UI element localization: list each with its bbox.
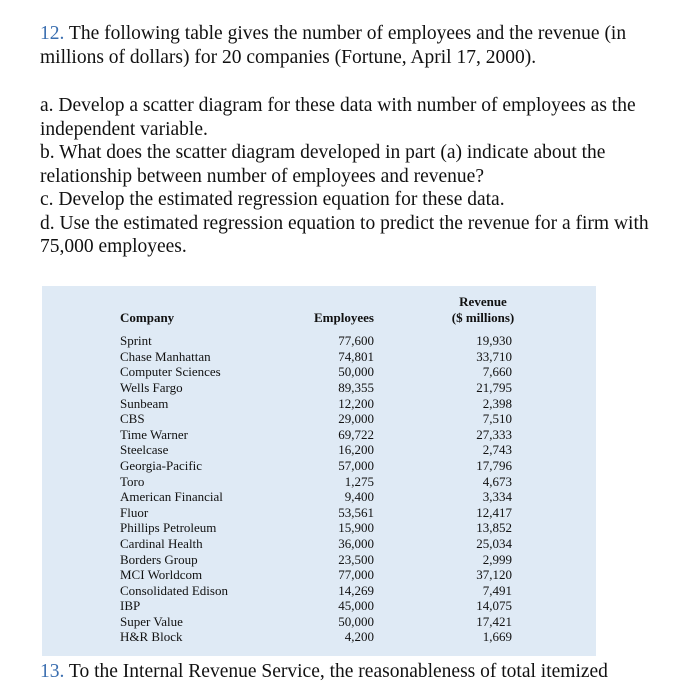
employees-cell: 74,801 (338, 348, 374, 364)
next-question-text: To the Internal Revenue Service, the reasonableness of total itemized (68, 661, 608, 682)
company-cell: MCI Worldcom (120, 567, 203, 583)
table-row (120, 411, 528, 427)
company-cell: Steelcase (120, 442, 169, 458)
employees-cell: 1,275 (344, 473, 374, 489)
table-row (120, 536, 528, 552)
company-cell: Georgia-Pacific (120, 457, 203, 473)
revenue-cell: 3,334 (482, 489, 512, 505)
company-cell: Computer Sciences (120, 364, 221, 380)
table-row (120, 583, 528, 599)
employees-cell: 36,000 (338, 535, 374, 551)
table-row (120, 458, 528, 474)
company-cell: American Financial (120, 489, 223, 505)
table-row (120, 520, 528, 536)
revenue-cell: 12,417 (476, 504, 512, 520)
next-question-cutoff (40, 660, 660, 684)
company-cell: Sprint (120, 333, 152, 349)
data-table-figure (42, 286, 596, 656)
revenue-cell: 33,710 (476, 348, 512, 364)
employees-cell: 16,200 (338, 442, 374, 458)
table-row (120, 396, 528, 412)
part-d: d. Use the estimated regression equation to predict the revenue for a firm with (40, 212, 649, 234)
employees-cell: 4,200 (344, 629, 374, 645)
table-row (120, 380, 528, 396)
company-cell: Sunbeam (120, 395, 169, 411)
revenue-cell: 17,421 (476, 613, 512, 629)
employees-cell: 50,000 (338, 364, 374, 380)
company-data-table (120, 294, 528, 645)
company-cell: Fluor (120, 504, 149, 520)
table-row (120, 442, 528, 458)
revenue-cell: 14,075 (476, 598, 512, 614)
table-row (120, 505, 528, 521)
header-employees: Employees (314, 309, 374, 325)
revenue-cell: 1,669 (482, 629, 512, 645)
revenue-cell: 7,660 (482, 364, 512, 380)
table-header-row (120, 294, 528, 333)
revenue-cell: 7,510 (482, 411, 512, 427)
header-revenue-unit: ($ millions) (451, 309, 515, 325)
table-row (120, 629, 528, 645)
revenue-cell: 7,491 (482, 582, 512, 598)
employees-cell: 69,722 (338, 426, 374, 442)
employees-cell: 29,000 (338, 411, 374, 427)
revenue-cell: 2,743 (482, 442, 512, 458)
revenue-cell: 25,034 (476, 535, 512, 551)
table-row (120, 598, 528, 614)
table-row (120, 552, 528, 568)
employees-cell: 12,200 (338, 395, 374, 411)
question-text: The following table gives the number of employees and the revenue (in millions of dollars) for 20 companies (Fortune, April 17, 2000). (40, 23, 627, 68)
question-parts (40, 94, 660, 259)
table-row (120, 364, 528, 380)
company-cell: Chase Manhattan (120, 348, 211, 364)
part-c: c. Develop the estimated regression equation for these data. (40, 189, 505, 210)
revenue-cell: 21,795 (476, 379, 512, 395)
employees-cell: 77,000 (338, 567, 374, 583)
company-cell: Cardinal Health (120, 535, 203, 551)
revenue-cell: 37,120 (476, 567, 512, 583)
part-b: b. What does the scatter diagram developed in part (a) indicate about the relationship between number of employees and revenue? (40, 142, 606, 187)
company-cell: Wells Fargo (120, 379, 183, 395)
table-body (120, 333, 528, 645)
employees-cell: 23,500 (338, 551, 374, 567)
employees-cell: 50,000 (338, 613, 374, 629)
company-cell: CBS (120, 411, 145, 427)
header-revenue-title: Revenue (459, 294, 507, 309)
table-row (120, 333, 528, 349)
employees-cell: 77,600 (338, 333, 374, 349)
table-row (120, 567, 528, 583)
revenue-cell: 17,796 (476, 457, 512, 473)
company-cell: Toro (120, 473, 145, 489)
employees-cell: 57,000 (338, 457, 374, 473)
header-revenue (438, 294, 528, 333)
employees-cell: 9,400 (344, 489, 374, 505)
table-row (120, 427, 528, 443)
revenue-cell: 2,999 (482, 551, 512, 567)
revenue-cell: 2,398 (482, 395, 512, 411)
table-row (120, 614, 528, 630)
next-question-number: 13. (40, 661, 65, 682)
employees-cell: 45,000 (338, 598, 374, 614)
table-row (120, 489, 528, 505)
question-12 (40, 22, 660, 69)
employees-cell: 14,269 (338, 582, 374, 598)
header-company: Company (120, 309, 175, 325)
part-a: a. Develop a scatter diagram for these data with number of employees as the independent variable. (40, 95, 636, 140)
company-cell: Time Warner (120, 426, 188, 442)
table-row (120, 474, 528, 490)
revenue-cell: 27,333 (476, 426, 512, 442)
question-number: 12. (40, 23, 65, 44)
revenue-cell: 19,930 (476, 333, 512, 349)
company-cell: H&R Block (120, 629, 183, 645)
company-cell: Consolidated Edison (120, 582, 228, 598)
revenue-cell: 13,852 (476, 520, 512, 536)
company-cell: IBP (120, 598, 141, 614)
part-d-continued: 75,000 employees. (40, 236, 187, 257)
employees-cell: 15,900 (338, 520, 374, 536)
company-cell: Borders Group (120, 551, 198, 567)
table-row (120, 349, 528, 365)
revenue-cell: 4,673 (482, 473, 512, 489)
company-cell: Super Value (120, 613, 183, 629)
employees-cell: 89,355 (338, 379, 374, 395)
company-cell: Phillips Petroleum (120, 520, 217, 536)
employees-cell: 53,561 (338, 504, 374, 520)
